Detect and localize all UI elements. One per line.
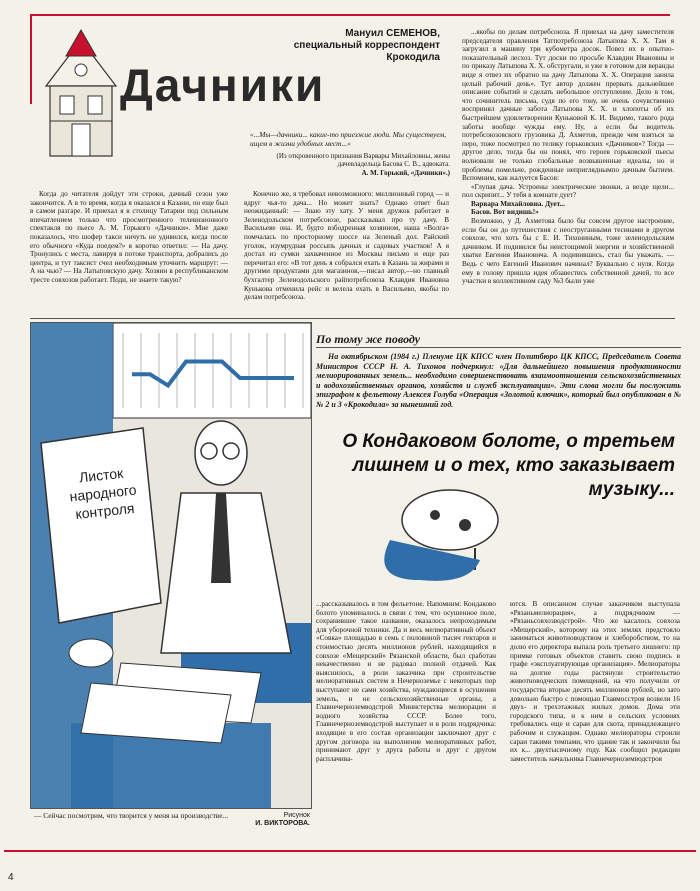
column-3-varvara: Варвара Михайловна. Дует... (471, 199, 565, 208)
article-column-4 (316, 600, 496, 842)
epigraph-quote: «...Мы—дачники... какие-то приезжие люди. Мы существуем, ищем в жизни удобных мест...» (250, 130, 447, 148)
column-1-text: Когда до читателя дойдут эти строки, дачный сезон уже закончится. А в то время, когда я оказался в Казани, он еще был в самом разгаре. И приехал я в столицу Татарии под сильным впечатлением только что просмотренного телевизионного спектакля по пьесе А. М. Горького «Дачники». Мне даже показалось, что шофер такси ничуть не удивился, когда после его обычного «Куда поедем?» я коротко ответил: — На дачу. Тронулись с места, лавируя в потоке транспорта, добрались до центра, и тут таксист счел необходимым уточнить маршрут: — А на чью? — На Латыповскую дачу. Хозяин в республиканском тресте совхозов работает. Поди, не знаете такую? (30, 190, 228, 284)
credit-label: Рисунок (283, 812, 310, 819)
column-3-quote: «Глупая дача. Устроены электрические звонки, а везде щели... пол скрипит... У тебя в комнате дует? (462, 182, 674, 200)
epigraph-source (265, 152, 450, 177)
credit-artist: И. ВИКТОРОВА. (255, 820, 310, 828)
subtitle-lettering: О Кондаковом болоте, о третьем лишнем и о тех, кто заказывает музыку... (342, 431, 675, 500)
cartoon-illustration (30, 322, 312, 809)
column-3-end: Возможно, у Д. Ахметова было бы совсем другое настроение, если бы он до путешествия с неоструганными тесинами в другом совхозе, что хоть бы с Е. И. Тихониным, тоже зеленодольским дачником. И подивился бы неистощимой энергии и хозяйственной хватке Евгения Ивановича. А подивившись, стал бы уважать. — Ведь с чего Евгений Иванович начинал? Буквально с нуля. Когда ему в голову пришла идея обзавестись собственной дачей, то все участки в коллективном саду №3 были уже (462, 217, 674, 286)
cartoon-drawing (31, 323, 311, 808)
bottom-rule (4, 850, 696, 852)
column-3-text: ...якобы по делам потребсоюза. Я приехал на дачу заместителя председателя правления Татпотребсоюза Латыпова Х. Х. Там я загрузил в машину три кубометра досок. Повез их в опытно-показательный лесхоз. Тут доски по просьбе Клавдии Ивановны и по приказу Латыпова Х. Х. обстругали, и уже в готовом для веранды виде я отвез их обратно на дачу Латыпова Х. Х. Операция заняла целый рабочий день». Тут автор должен прервать дальнейшее описание событий и сделать небольшое отступление. Дело в том, что сочинитель письма, судя по его тону, не очень сочувственно воспринял дачные забота Латыпова Х. Х. и хлопоты об их быстрейшем удовлетворении Куньковой К. И. Видимо, такого рода заботы вообще чужды ему. Ну, а если бы водитель потребсоюзовского грузовика Д. Ахметов, прежде чем взяться за перо, тоже посмотрел по телику горьковских «Дачников»? Тогда — другое дело, тогда бы он понял, что героев горьковской пьесы волновали не только глобальные возвышенные идеалы, но и проблемы помельче, рожденные непригляднымпо дачным бытием. Вспомним, как жалуется Басов: (462, 28, 674, 183)
epigraph-source-2: А. М. Горький, «Дачники».) (361, 168, 450, 177)
author-name: Мануил СЕМЕНОВ, (345, 28, 440, 39)
left-rule (30, 14, 32, 104)
cartoon-credit (240, 812, 310, 829)
section-heading: По тому же поводу (316, 332, 421, 346)
column-2-text: Конечно же, я требовал невозможного: миллионный город — и вдруг чья-то дача... Но может знать? Однако ответ был неожиданный: — Знаю эту хату. У меня дружок работает в Зеленодольском потребсоюзе, рассказывал про ту дачу. В Васильеве она. И, будто взбодренная хозяином, наша «Волга» помчалась по просторному шоссе на Зеленый дол. Райский уголок, изумрудная россыпь дачных и садовых участков! А я достал из сумки захваченное из Москвы письмо и еще раз перечитал его: «В тот день я собрался ехать в Казань за жирами и другими продуктами для магазинов,—писал автор,—но главный бухгалтер Зеленодольского райпотребсоюза Клавдия Ивановна Кунькова отменила рейс и велела ехать в Васильево, якобы по делам потребсоюза. (244, 190, 449, 302)
section-divider (30, 318, 675, 319)
cartoon-caption: — Сейчас посмотрим, что творится у меня на производстве... (34, 811, 229, 820)
article-title: Дачники (120, 59, 326, 111)
author-position: специальный корреспондент Крокодила (293, 40, 440, 63)
article-column-3 (462, 28, 674, 316)
column-4-text: ...рассказывалось в том фельетоне. Напомним: Кондаково болото упоминалось в связи с тем, что осушенное поле, сохранившее такое название, оказалось непроходимым для уборочной техники. Да и весь мелиоративный объект «Совка» площадью в семь с половиной тысяч гектаров и стоимостью десять миллионов рублей, находящийся в совхозе «Мещерский» Рязанской области, был сработан некачественно и не радовал полной отдачей. Как выяснилось, в роли заказчика при строительстве мелиоративных систем в Нечерноземье с некоторых пор выступают не сами хозяйства, нуждающиеся в осушении земель, и не сельскохозяйственные органы, а Главнечерноземводстрой Министерства мелиорации и водного хозяйства СССР. Более того, Главнечерноземводстрой выступает и в роли подрядчика: входящие в его состав организации заключают друг с другом договора на выполнение мелиоративных работ, принимают друг у друга работы и друг с другом расплачива- (316, 600, 496, 763)
subtitle-lettering-block (330, 430, 675, 590)
article-column-5 (510, 600, 680, 842)
section-heading-rule (316, 347, 681, 348)
column-3-basov: Басов. Вот видишь!» (471, 208, 539, 217)
article-column-2 (244, 190, 449, 314)
column-5-text: ются. В описанном случае заказчиком выступала «Рязаньмелиорация», а подрядчиком — «Рязаньсовхозводстрой». Что же касалось совхоза «Мещерский», которому на этих землях предстояло заниматься животноводством и хлеборобством, то на долю его директора выпала роль третьего лишнего: пр примке готовых объектов ставить свою подпись в графе «эксплуатирующая организация». Мелиораторы на долгие годы растянули строительство животноводческих помещений, на что получили от государства вторые десять миллионов рублей, но зато довольно быстро с помощью Главмосстроя возвели 16 двух- и трехэтажных жилых домов. Дома эти городского типа, и к ним в сельских условиях требовались еще и сараи для скота, принадлежащего рабочим и служащим. Однако мелиораторы строили сараи такими темпами, что здание так и закончили бы их к... двухтысячному году. Как сообщил редакции заместитель начальника Главнечерноземводстроя (510, 600, 680, 763)
poster-label: Листок народного контроля (68, 464, 138, 522)
lead-paragraph: На октябрьском (1984 г.) Пленуме ЦК КПСС член Политбюро ЦК КПСС, Председатель Совета Министров СССР Н. А. Тихонов подчеркнул: «Для дальнейшего повышения продуктивности мелиорированных земель... необходимо совершенствовать взаимоотношения сельскохозяйственных и водохозяйственных органов, хозяйств и служб эксплуатации». Эти слова могли бы послужить эпиграфом к фельетону Алексея Голуба «Операция «Золотой ключик», который был опубликован в №№ 2 и 3 «Крокодила» за нынешний год. (316, 352, 681, 409)
page-number: 4 (8, 872, 14, 883)
cottage-illustration (36, 26, 126, 162)
epigraph-source-1: (Из откровенного признания Варвары Михайловны, жены дачевладельца Басова С. В., адвоката. (276, 152, 450, 169)
top-rule (30, 14, 670, 16)
article-column-1 (30, 190, 228, 314)
